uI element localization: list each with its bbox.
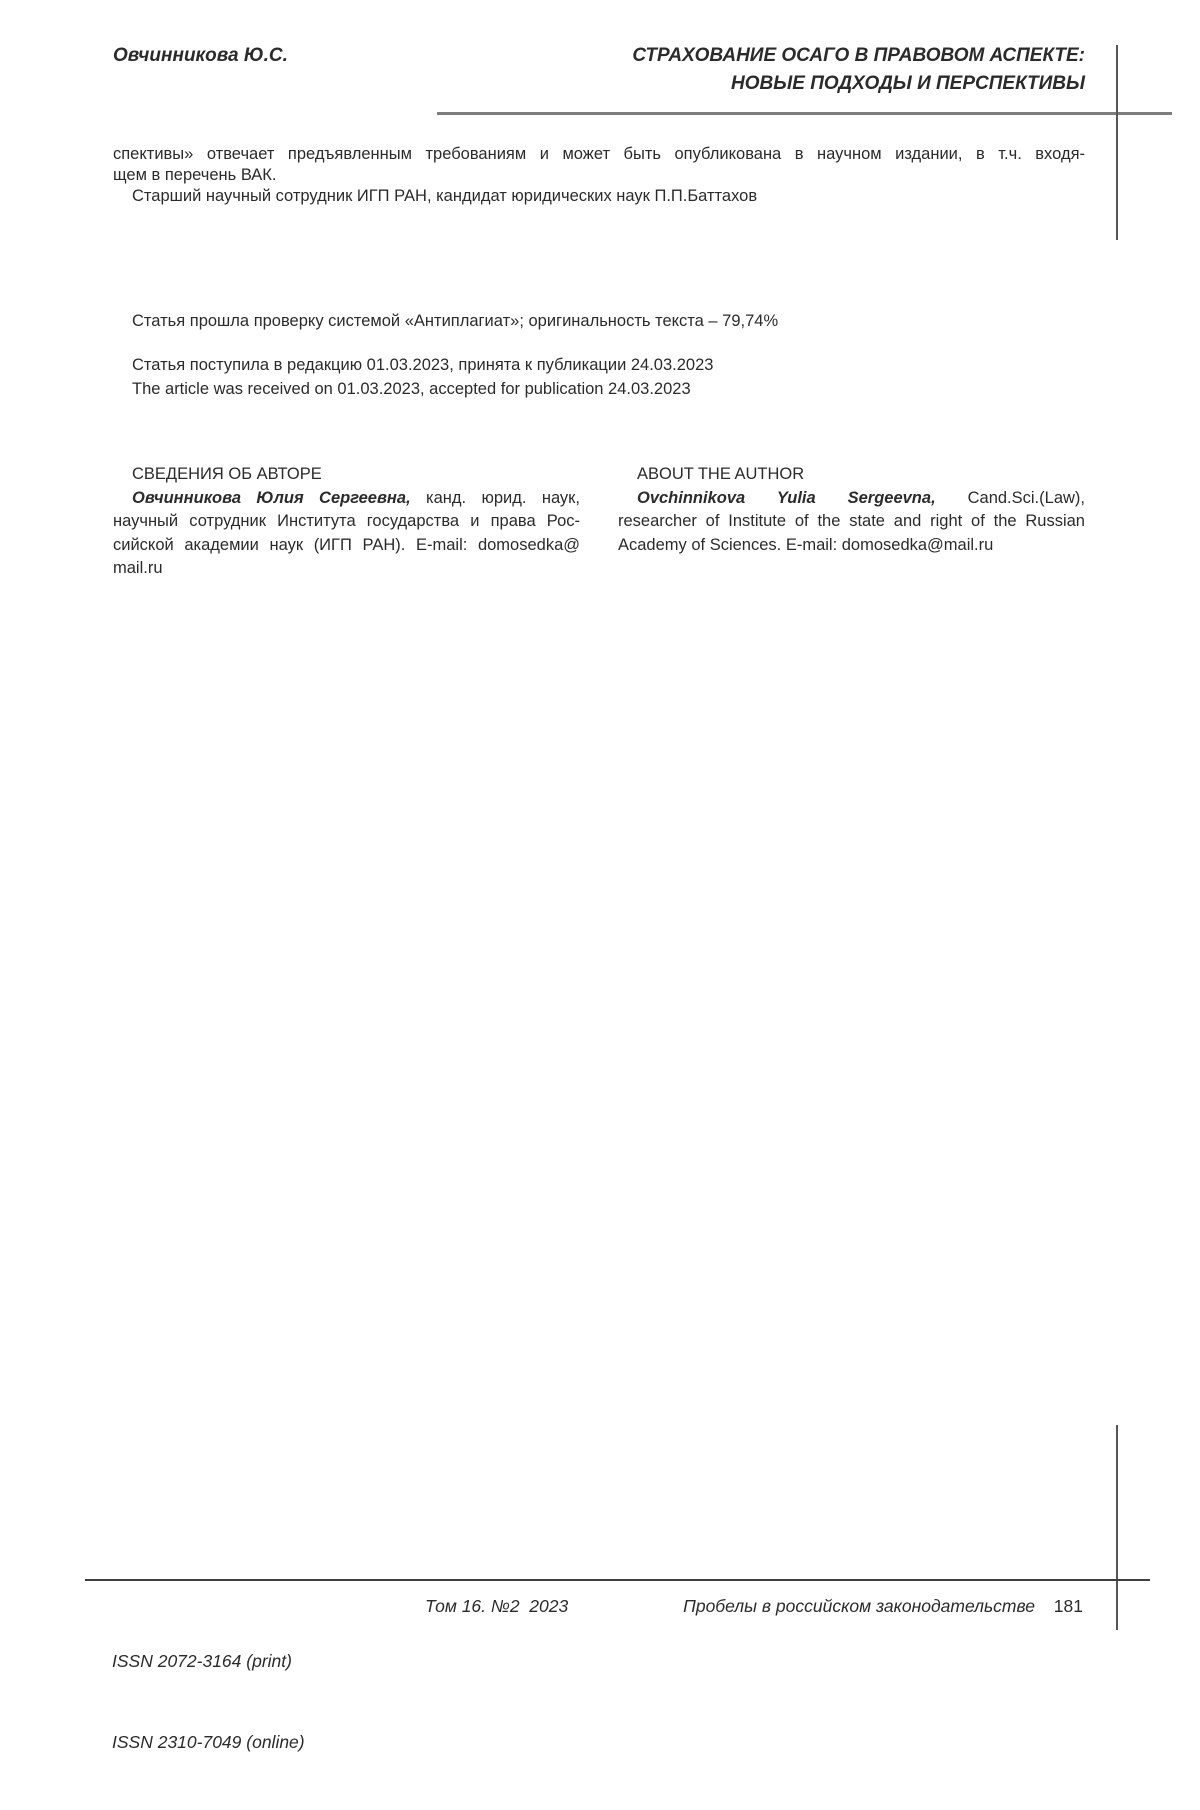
reviewer-signature: Старший научный сотрудник ИГП РАН, кандидат юридических наук П.П.Баттахов (132, 187, 758, 205)
author-name-en: Ovchinnikova Yulia Sergeevna, (637, 488, 936, 507)
running-head-title-line1: СТРАХОВАНИЕ ОСАГО В ПРАВОВОМ АСПЕКТЕ: (632, 45, 1085, 66)
running-head-title-line2: НОВЫЕ ПОДХОДЫ И ПЕРСПЕКТИВЫ (731, 73, 1085, 94)
vertical-rule-top (1116, 45, 1118, 240)
footer-rule (85, 1579, 1150, 1581)
author-info-en-line2: researcher of Institute of the state and right of the Russian (618, 512, 1085, 530)
author-info-ru-heading: СВЕДЕНИЯ ОБ АВТОРЕ (132, 465, 322, 483)
author-info-columns (113, 463, 1085, 581)
issn-block (112, 1594, 305, 1810)
author-info-ru-line4: mail.ru (113, 559, 163, 577)
running-head-author: Овчинникова Ю.С. (113, 45, 288, 66)
review-conclusion (113, 144, 1085, 207)
journal-name: Пробелы в российском законодательстве (683, 1596, 1035, 1616)
issn-online: ISSN 2310-7049 (online) (112, 1732, 305, 1752)
header-rule (437, 112, 1172, 115)
review-conclusion-line1: спективы» отвечает предъявленным требованиям и может быть опубликована в научном издании, в т.ч. входя- (113, 145, 1085, 163)
issn-print: ISSN 2072-3164 (print) (112, 1651, 292, 1671)
author-info-ru-line1 (113, 487, 580, 511)
antiplagiat-text: Статья прошла проверку системой «Антиплагиат»; оригинальность текста – 79,74% (132, 312, 779, 330)
received-date-en: The article was received on 01.03.2023, accepted for publication 24.03.2023 (132, 379, 691, 398)
running-head-title (632, 42, 1085, 98)
author-info-en (618, 463, 1085, 581)
author-degree-en: Cand.Sci.(Law), (967, 488, 1085, 507)
author-degree-ru: канд. юрид. наук, (426, 488, 580, 507)
author-info-en-line3: Academy of Sciences. E-mail: domosedka@mail.ru (618, 535, 994, 554)
antiplagiat-note (113, 311, 1085, 332)
author-info-en-heading: ABOUT THE AUTHOR (637, 465, 805, 483)
review-conclusion-line2: щем в перечень ВАК. (113, 166, 277, 184)
received-dates (113, 354, 1085, 401)
author-info-ru (113, 463, 580, 581)
author-info-ru-line2: научный сотрудник Института государства и права Рос- (113, 512, 580, 530)
author-name-ru: Овчинникова Юлия Сергеевна, (132, 488, 411, 507)
author-info-en-line1 (618, 487, 1085, 511)
author-info-ru-line3: сийской академии наук (ИГП РАН). E-mail: domosedka@ (113, 535, 580, 554)
vertical-rule-bottom (1116, 1425, 1118, 1630)
received-date-ru: Статья поступила в редакцию 01.03.2023, принята к публикации 24.03.2023 (132, 356, 714, 374)
page-number: 181 (1053, 1596, 1083, 1616)
volume-issue: Том 16. №2 2023 (425, 1596, 569, 1616)
